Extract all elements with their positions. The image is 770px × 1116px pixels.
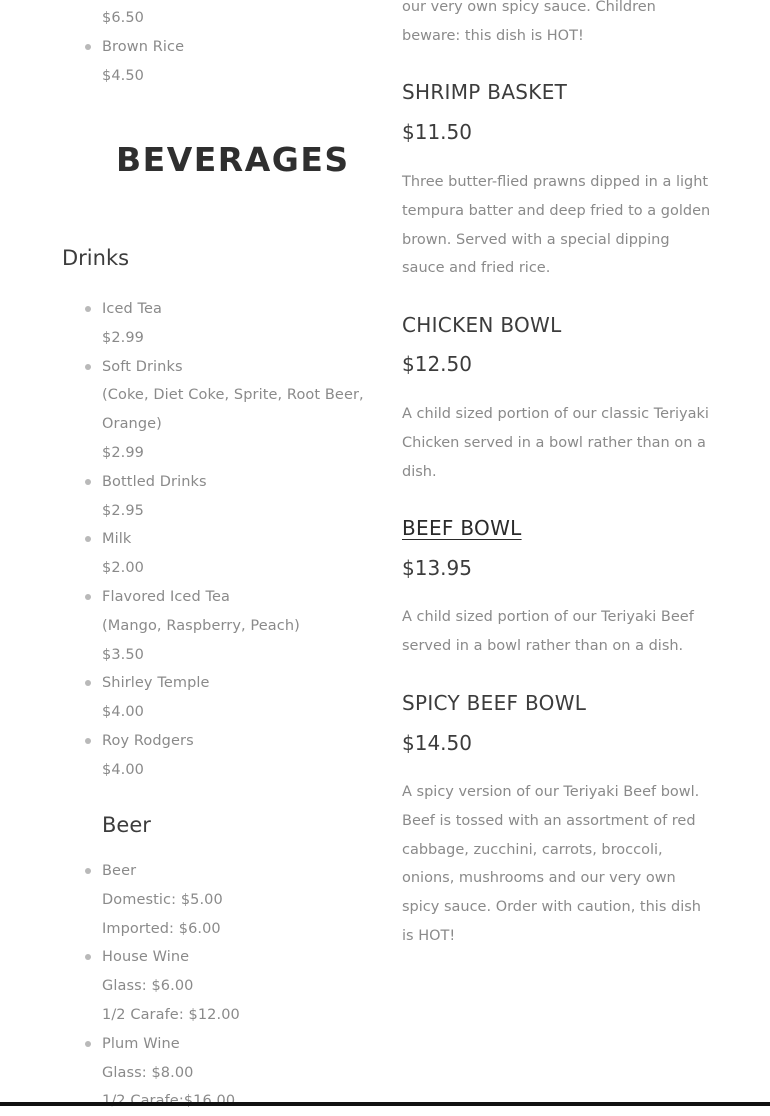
item-name: Brown Rice	[102, 38, 185, 55]
dish-price: $11.50	[402, 120, 472, 144]
dish-name: SHRIMP BASKET	[402, 80, 568, 104]
item-name: Shirley Temple	[102, 675, 210, 692]
list-item	[102, 857, 372, 943]
bottom-bar	[0, 1102, 770, 1106]
item-name: Bottled Drinks	[102, 473, 207, 490]
item-name: Flavored Iced Tea	[102, 588, 230, 605]
item-price: $4.00	[102, 761, 145, 778]
item-detail: Orange)	[102, 416, 162, 433]
item-price: Imported: $6.00	[102, 920, 221, 937]
list-item	[102, 943, 372, 1029]
item-price: 1/2 Carafe: $12.00	[102, 1006, 240, 1023]
dish-price: $12.50	[402, 352, 472, 376]
beer-heading: Beer	[102, 813, 151, 837]
list-item	[102, 468, 372, 526]
beer-list	[102, 857, 372, 1116]
item-price: $6.50	[102, 10, 145, 26]
item-name: Iced Tea	[102, 301, 162, 317]
list-item	[102, 669, 372, 727]
item-name: Beer	[102, 863, 137, 879]
item-price: $4.00	[102, 704, 145, 721]
item-name: Soft Drinks	[102, 358, 183, 375]
dish-description: Three butter-flied prawns dipped in a light tempura batter and deep fried to a golden brown. Served with a special dipping sauce and fried rice.	[402, 174, 711, 277]
drinks-heading: Drinks	[62, 246, 130, 270]
item-detail: (Mango, Raspberry, Peach)	[102, 617, 300, 634]
item-price: $2.95	[102, 502, 145, 519]
dish-description: our very own spicy sauce. Children beware: this dish is HOT!	[402, 0, 656, 44]
list-item	[102, 583, 372, 669]
item-price: $3.50	[102, 646, 145, 663]
item-name: House Wine	[102, 949, 190, 966]
item-name: Milk	[102, 531, 132, 548]
item-name: Plum Wine	[102, 1035, 180, 1052]
list-item	[102, 353, 372, 468]
item-price: $2.99	[102, 329, 145, 346]
drinks-list	[102, 295, 372, 785]
dish-name: SPICY BEEF BOWL	[402, 691, 587, 715]
item-price: Glass: $8.00	[102, 1064, 194, 1081]
beverages-heading: BEVERAGES	[116, 140, 350, 179]
item-name: Roy Rodgers	[102, 732, 194, 749]
dish-description: A child sized portion of our classic Teriyaki Chicken served in a bowl rather than on a dish.	[402, 406, 709, 480]
item-price: $4.50	[102, 67, 145, 84]
item-price: $2.99	[102, 444, 145, 461]
list-item	[102, 33, 372, 91]
item-price: Domestic: $5.00	[102, 891, 223, 908]
item-price: Glass: $6.00	[102, 978, 194, 995]
dish-price: $13.95	[402, 556, 472, 580]
list-item	[102, 295, 372, 353]
dish-name: CHICKEN BOWL	[402, 313, 562, 337]
beef-bowl-link[interactable]: BEEF BOWL	[402, 516, 522, 540]
dish-description: A spicy version of our Teriyaki Beef bowl. Beef is tossed with an assortment of red cabbage, zucchini, carrots, broccoli, onions, mushrooms and our very own spicy sauce. Order with caution, this dish is HOT!	[402, 784, 701, 944]
list-item	[102, 4, 372, 33]
list-item	[102, 525, 372, 583]
rice-list	[102, 4, 372, 90]
dish-price: $14.50	[402, 731, 472, 755]
item-detail: (Coke, Diet Coke, Sprite, Root Beer,	[102, 387, 364, 404]
dish-description: A child sized portion of our Teriyaki Beef served in a bowl rather than on a dish.	[402, 609, 694, 654]
item-price: $2.00	[102, 560, 145, 577]
list-item	[102, 727, 372, 785]
